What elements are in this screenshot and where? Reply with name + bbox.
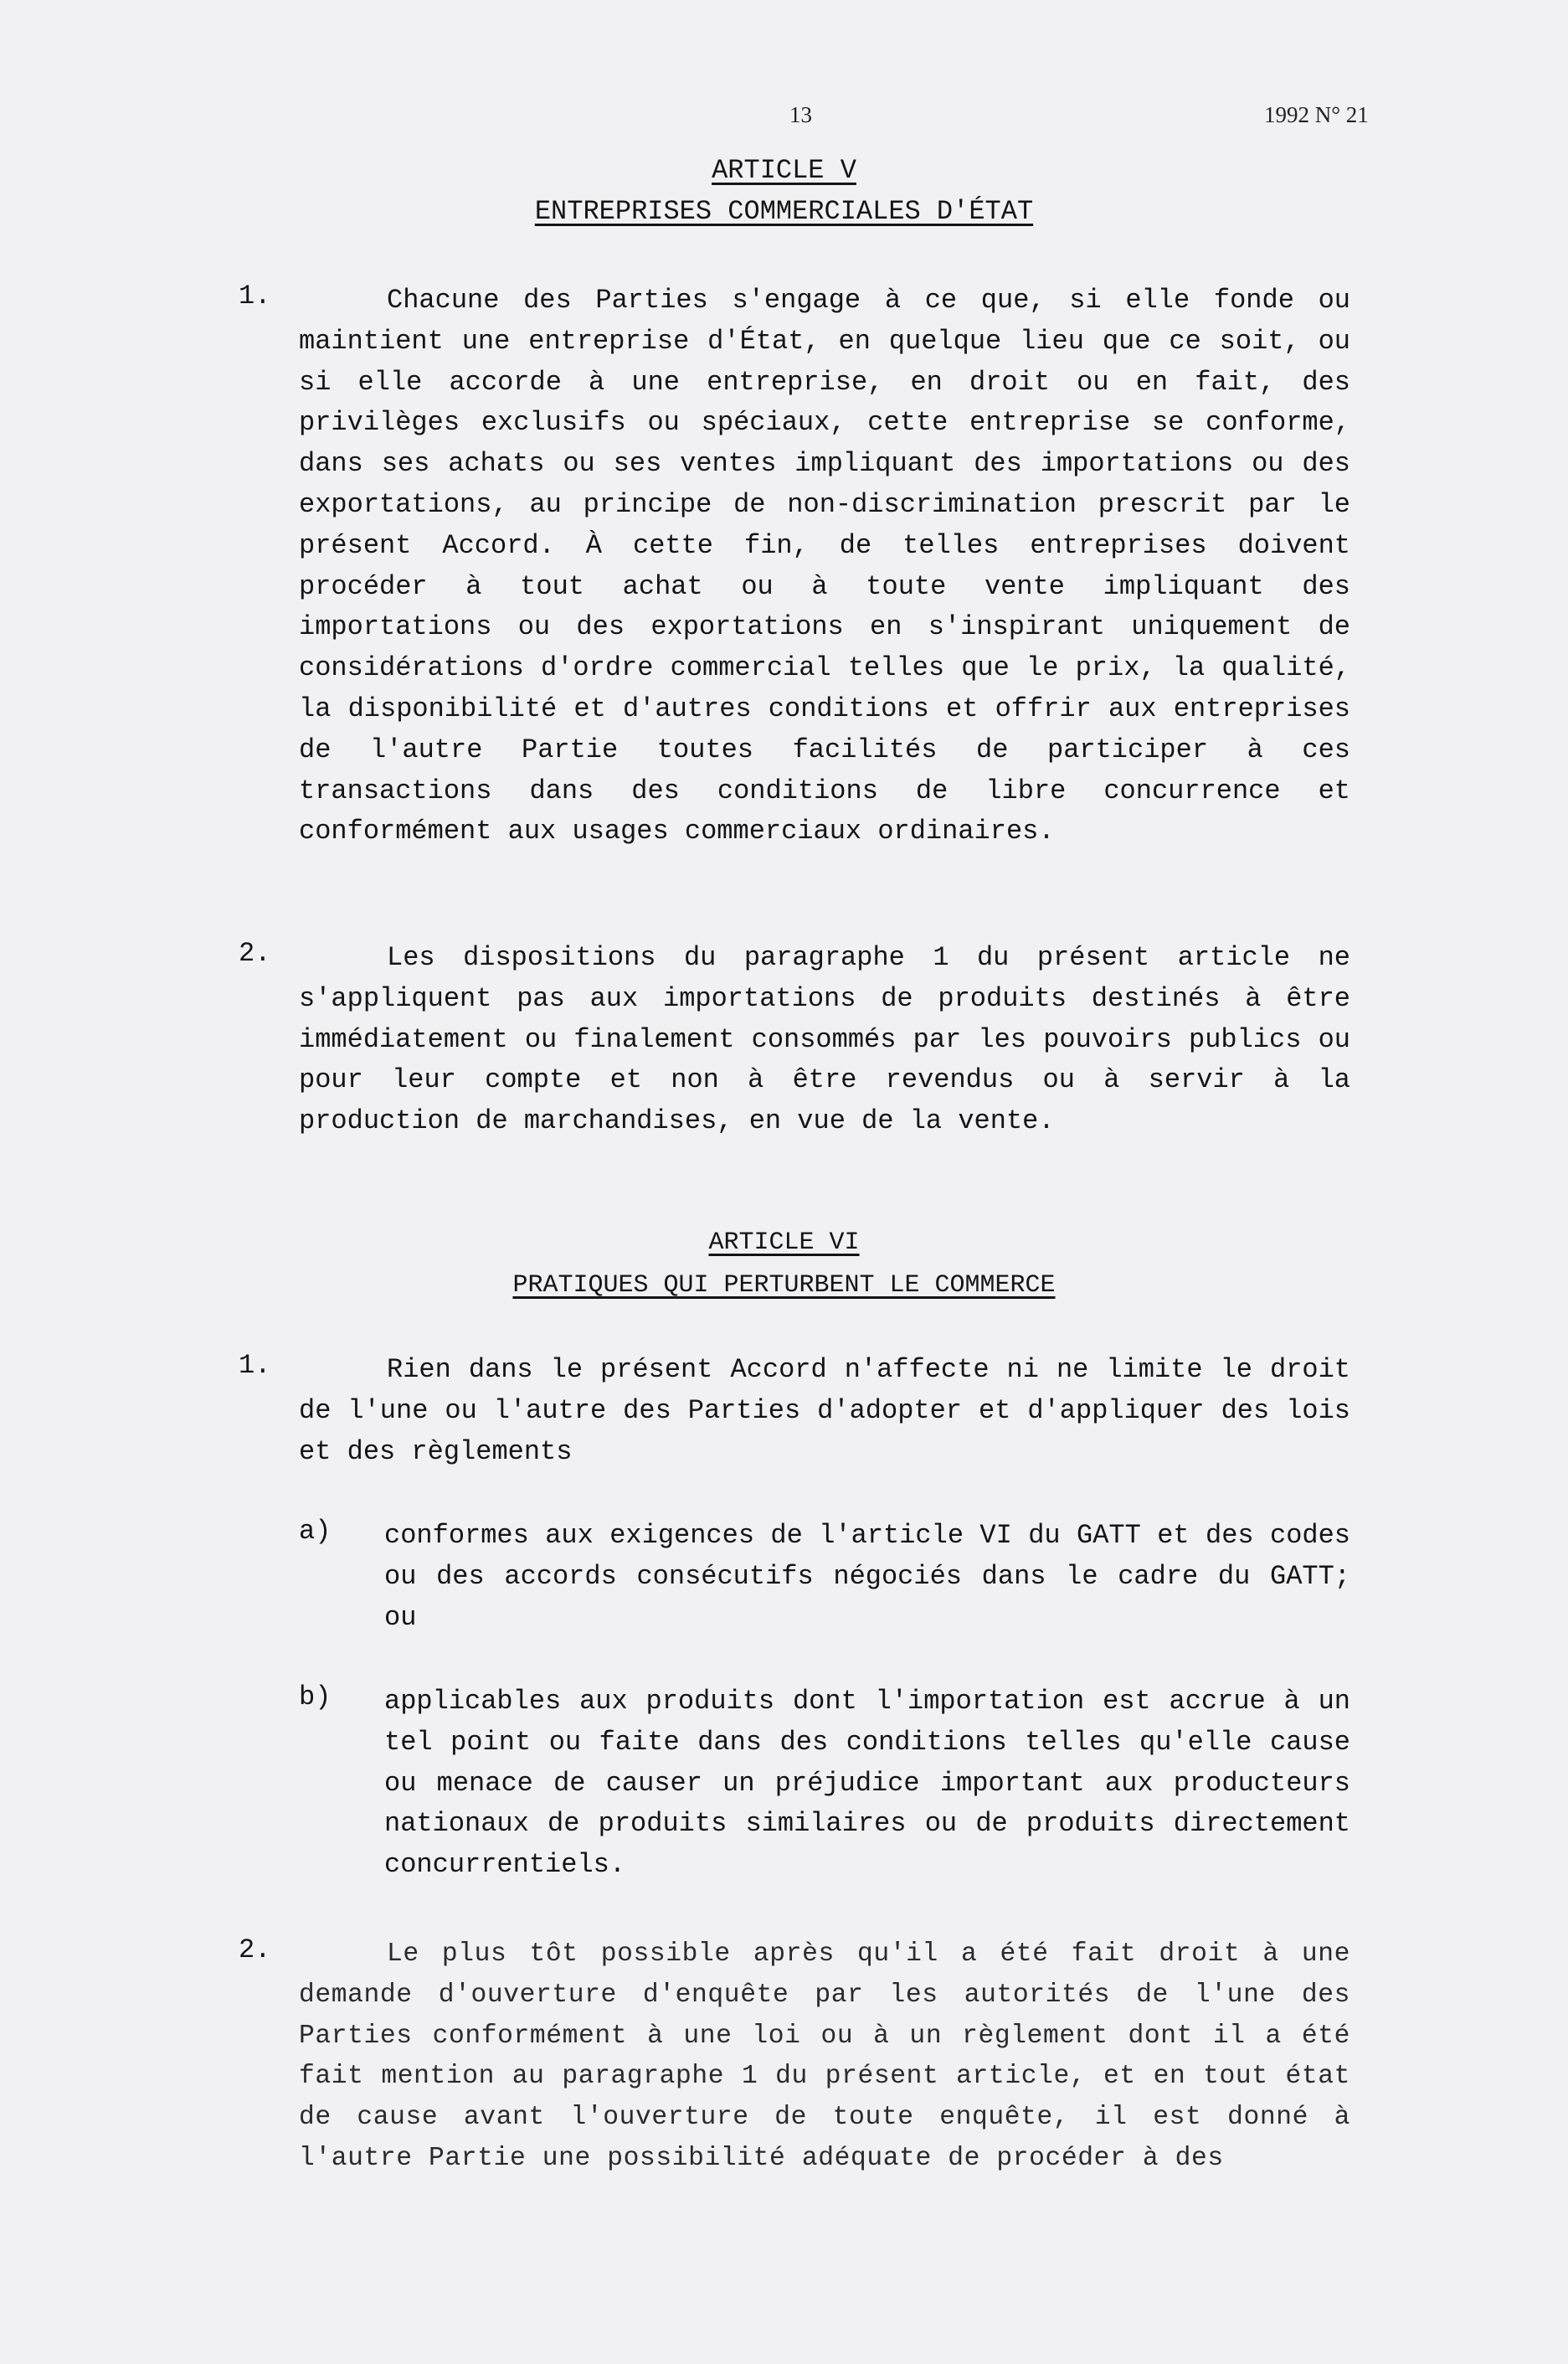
item-text: conformes aux exigences de l'article VI du GATT et des codes ou des accords consécutifs négociés dans le cadre du GATT; ou <box>384 1520 1350 1633</box>
paragraph-text: Le plus tôt possible après qu'il a été fait droit à une demande d'ouverture d'enquête par les autorités de l'une des Parties conformément à une loi ou à un règlement dont il a été fait mention au paragraphe 1 du présent article, et en tout état de cause avant l'ouverture de toute enquête, il est donné à l'autre Partie une possibilité adéquate de procéder à des <box>299 1939 1350 2173</box>
paragraph-number: 1. <box>239 281 271 312</box>
paragraph-number: 2. <box>239 938 271 969</box>
article-vi-subtitle: PRATIQUES QUI PERTURBENT LE COMMERCE <box>512 1271 1056 1300</box>
article-v-subtitle: ENTREPRISES COMMERCIALES D'ÉTAT <box>534 196 1034 227</box>
item-label: a) <box>299 1516 332 1547</box>
item-text: applicables aux produits dont l'importation est accrue à un tel point ou faite dans des conditions telles qu'elle cause ou menace de causer un préjudice important aux producteurs nationaux de produits similaires ou de produits directement concurrentiels. <box>384 1686 1350 1881</box>
paragraph-text: Rien dans le présent Accord n'affecte ni ne limite le droit de l'une ou l'autre des Parties d'adopter et d'appliquer des lois et des règlements <box>299 1354 1350 1467</box>
paragraph-text: Les dispositions du paragraphe 1 du présent article ne s'appliquent pas aux importations de produits destinés à être immédiatement ou finalement consommés par les pouvoirs publics ou pour leur compte et non à être revendus ou à servir à la production de marchandises, en vue de la vente. <box>299 942 1350 1137</box>
issue-number: 1992 N° 21 <box>1264 102 1369 127</box>
article-v-title: ARTICLE V <box>712 155 856 186</box>
paragraph-number: 2. <box>239 1934 271 1965</box>
page-number: 13 <box>789 102 812 127</box>
item-label: b) <box>299 1682 332 1712</box>
paragraph-number: 1. <box>239 1350 271 1381</box>
article-vi-title: ARTICLE VI <box>708 1228 860 1257</box>
paragraph-text: Chacune des Parties s'engage à ce que, si elle fonde ou maintient une entreprise d'État, en quelque lieu que ce soit, ou si elle accorde à une entreprise, en droit ou en fait, des privilèges exclusifs ou spéciaux, cette entreprise se conforme, dans ses achats ou ses ventes impliquant des importations ou des exportations, au principe de non-discrimination prescrit par le présent Accord. À cette fin, de telles entreprises doivent procéder à tout achat ou à toute vente impliquant des importations ou des exportations en s'inspirant uniquement de considérations d'ordre commercial telles que le prix, la qualité, la disponibilité et d'autres conditions et offrir aux entreprises de l'autre Partie toutes facilités de participer à ces transactions dans des conditions de libre concurrence et conformément aux usages commerciaux ordinaires. <box>299 285 1350 847</box>
